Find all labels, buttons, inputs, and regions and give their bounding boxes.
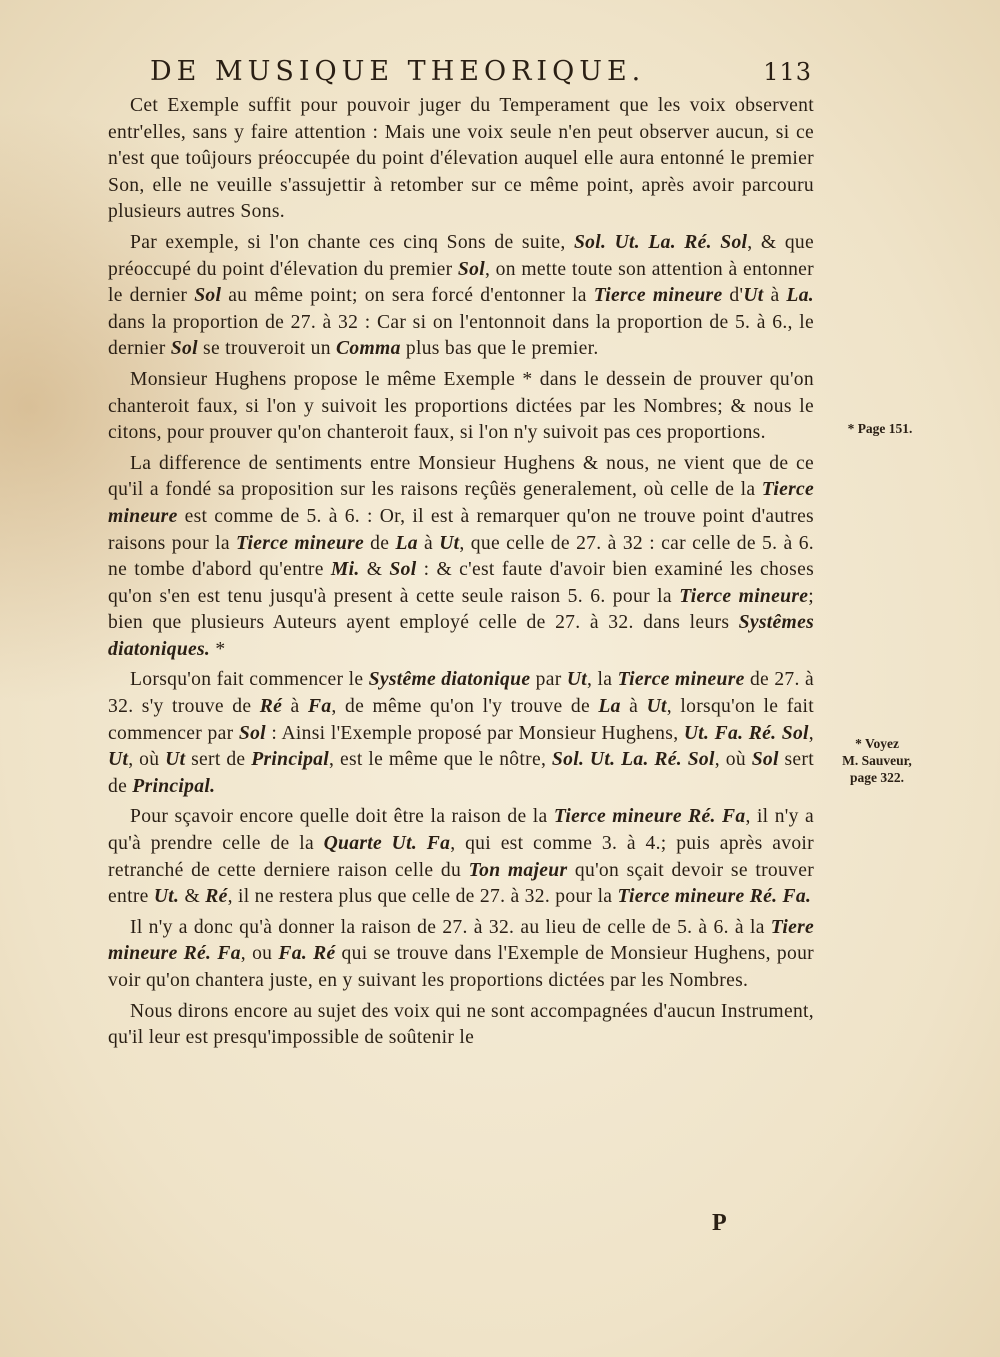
italic-term: Ut. — [153, 886, 180, 908]
running-title: DE MUSIQUE THEORIQUE. — [150, 56, 646, 87]
italic-term: Tierce mineure — [617, 669, 745, 691]
italic-term: La. — [786, 285, 814, 307]
text-run: à — [620, 696, 647, 718]
italic-term: Sol — [238, 722, 266, 744]
paragraph — [108, 367, 814, 447]
italic-term: Ré — [259, 696, 283, 718]
italic-term: Ut — [108, 749, 129, 771]
text-run: , de même qu'on l'y trouve de — [331, 696, 599, 718]
text-run: , où — [714, 749, 752, 771]
margin-note-voyez-sauveur: * Voyez M. Sauveur, page 322. — [842, 736, 912, 785]
italic-term: Fa. Ré — [278, 943, 336, 965]
text-run: de — [364, 532, 396, 554]
text-run: , est le même que le nôtre, — [329, 749, 552, 771]
italic-term: Fa — [307, 696, 332, 718]
italic-term: Comma — [336, 338, 401, 360]
main-text — [108, 93, 814, 1052]
paragraph — [108, 915, 814, 995]
italic-term: Sol. Ut. La. Ré. Sol — [551, 749, 715, 771]
italic-term: Tierce mineure — [593, 285, 723, 307]
italic-term: Tierce mineure — [679, 585, 809, 607]
italic-term: La — [598, 696, 621, 718]
text-run: , il n'y a qu'à prendre celle de la — [108, 806, 814, 855]
italic-term: Quarte Ut. Fa — [323, 833, 451, 855]
italic-term: Sol. Ut. La. Ré. Sol — [573, 231, 748, 253]
text-run: dans la proportion de 27. à 32 : Car si on l'entonnoit dans la proportion de 5. à 6., le dernier — [108, 311, 814, 360]
italic-term: Ut — [566, 669, 588, 691]
text-run: , que celle de 27. à 32 : car celle de 5. à 6. ne tombe d'abord qu'entre — [108, 532, 814, 581]
text-run: , on mette toute son attention à entonner le dernier — [108, 258, 814, 307]
text-run: , — [808, 722, 814, 744]
text-run: par — [530, 669, 567, 691]
italic-term: Mi. — [330, 559, 360, 581]
italic-term: Ton majeur — [468, 859, 568, 881]
text-run: à — [763, 285, 787, 307]
italic-term: Ut — [646, 696, 667, 718]
paragraph — [108, 451, 814, 664]
text-run: de 27. à 32. s'y trouve de — [108, 669, 815, 718]
text-run: plus bas que le premier. — [400, 338, 599, 360]
italic-term: Systêmes diatoniques. — [108, 612, 814, 660]
text-run: * — [210, 638, 226, 660]
text-run: : & c'est faute d'avoir bien examiné les choses qu'on s'en est tenu jusqu'à present à cette seule raison 5. 6. pour la — [108, 559, 815, 607]
text-run: d' — [722, 285, 744, 307]
italic-term: Ut — [439, 532, 460, 554]
text-run: : Ainsi l'Exemple proposé par Monsieur Hughens, — [265, 722, 684, 744]
signature-mark: P — [712, 1210, 727, 1236]
running-header — [150, 56, 812, 87]
text-run: ; bien que plusieurs Auteurs ayent employé celle de 27. à 32. dans leurs — [108, 585, 814, 634]
paragraph — [108, 93, 814, 226]
italic-term: Ut. Fa. Ré. Sol — [683, 722, 809, 744]
italic-term: Sol — [194, 285, 222, 307]
text-run: qui se trouve dans l'Exemple de Monsieur Hughens, pour voir qu'on chantera juste, en y suivant les proportions dictées par les Nombres. — [108, 943, 814, 991]
italic-term: Ut — [743, 285, 764, 307]
text-run: , qui est comme 3. à 4.; puis après avoir retranché de cette derniere raison celle du — [108, 833, 814, 881]
text-run: sert de — [185, 749, 252, 771]
text-run: Nous dirons encore au sujet des voix qui ne sont accompagnées d'aucun Instrument, qu'il leur est presqu'impossible de soûtenir le — [108, 1000, 814, 1049]
text-run: sert de — [108, 749, 814, 797]
text-run: Par exemple, si l'on chante ces cinq Sons de suite, — [130, 231, 574, 253]
text-run: , il ne restera plus que celle de 27. à 32. pour la — [227, 886, 618, 908]
text-run: Il n'y a donc qu'à donner la raison de 27. à 32. au lieu de celle de 5. à 6. à la — [130, 916, 771, 938]
italic-term: Ré — [205, 886, 228, 908]
italic-term: Ut — [165, 749, 186, 771]
text-run: La difference de sentiments entre Monsieur Hughens & nous, ne vient que de ce qu'il a fondé sa proposition sur les raisons reçûës generalement, où celle de la — [108, 452, 814, 501]
text-run: , ou — [240, 943, 279, 965]
text-run: à — [282, 696, 308, 718]
text-run: au même point; on sera forcé d'entonner la — [221, 285, 594, 307]
text-run: à — [417, 532, 440, 554]
paragraph — [108, 230, 814, 363]
italic-term: Sol — [170, 338, 198, 360]
text-run: Lorsqu'on fait commencer le — [130, 669, 369, 691]
text-run: Monsieur Hughens propose le même Exemple * dans le dessein de prouver qu'on chanteroit faux, si l'on y suivoit les proportions dictées par les Nombres; & nous le citons, pour prouver qu'on chanteroit faux, si l'on n'y suivoit pas ces proportions. — [108, 368, 814, 444]
text-run: , la — [587, 669, 618, 691]
italic-term: Systême diatonique — [368, 669, 531, 691]
italic-term: Sol — [751, 749, 779, 771]
italic-term: Principal — [251, 749, 330, 771]
text-run: Pour sçavoir encore quelle doit être la raison de la — [130, 806, 554, 828]
text-run: qu'on sçait devoir se trouver entre — [108, 859, 815, 908]
italic-term: Sol — [389, 559, 417, 581]
italic-term: Tierce mineure — [108, 479, 814, 527]
italic-term: La — [395, 532, 418, 554]
text-run: , lorsqu'on le fait commencer par — [108, 696, 815, 744]
paragraph — [108, 804, 814, 910]
paragraph — [108, 999, 814, 1052]
text-run: Cet Exemple suffit pour pouvoir juger du Temperament que les voix observent entr'elles, sans y faire attention : Mais une voix seule n'en peut observer aucun, si ce n'est que toûjours préoccupée du point d'élevation auquel elle aura entonné le premier Son, elle ne veuille s'assujettir à retomber sur ce même point, après avoir parcouru plusieurs autres Sons. — [108, 95, 814, 223]
italic-term: Tierce mineure Ré. Fa — [553, 806, 746, 828]
text-run: est comme de 5. à 6. : Or, il est à remarquer qu'on ne trouve point d'autres raisons pour la — [108, 505, 814, 554]
text-run: , & que préoccupé du point d'élevation du premier — [108, 231, 815, 280]
text-run: & — [359, 559, 390, 581]
italic-term: Principal. — [132, 775, 216, 797]
text-run: se trouveroit un — [197, 338, 337, 360]
page-number: 113 — [763, 58, 812, 86]
italic-term: Sol — [457, 258, 485, 280]
paragraph — [108, 667, 814, 800]
italic-term: Tierce mineure — [236, 532, 364, 554]
italic-term: Tierce mineure Ré. Fa. — [617, 886, 812, 908]
text-run: , où — [128, 749, 166, 771]
italic-term: Tiere mineure Ré. Fa — [108, 916, 814, 965]
margin-note-page-151: * Page 151. — [847, 421, 913, 436]
text-run: & — [179, 886, 206, 908]
